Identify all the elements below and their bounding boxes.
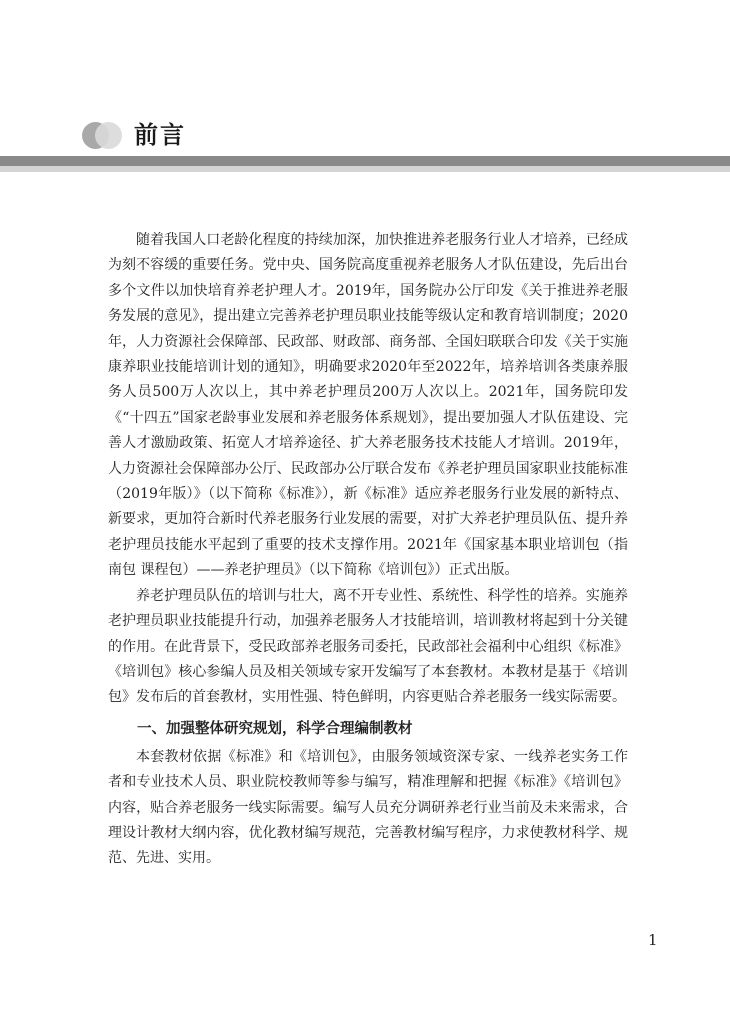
paragraph: 本套教材依据《标准》和《培训包》，由服务领域资深专家、一线养老实务工作者和专业技术人员、职业院校教师等参与编写，精准理解和把握《标准》《培训包》内容，贴合养老服务一线实际需要。编写人员充分调研养老行业当前及未来需求，合理设计教材大纲内容，优化教材编写规范，完善教材编写程序，力求使教材科学、规范、先进、实用。	[108, 748, 628, 867]
header-divider-bar-light	[0, 166, 730, 172]
chapter-header	[0, 118, 730, 178]
body-text	[108, 228, 628, 872]
overlapping-circles-icon	[82, 122, 122, 150]
paragraph: 养老护理员队伍的培训与壮大，离不开专业性、系统性、科学性的培养。实施养老护理员职业技能提升行动，加强养老服务人才技能培训，培训教材将起到十分关键的作用。在此背景下，受民政部养老服务司委托，民政部社会福利中心组织《标准》《培训包》核心参编人员及相关领域专家开发编写了本套教材。本教材是基于《培训包》发布后的首套教材，实用性强、特色鲜明，内容更贴合养老服务一线实际需要。	[108, 587, 628, 706]
paragraph: 随着我国人口老龄化程度的持续加深，加快推进养老服务行业人才培养，已经成为刻不容缓的重要任务。党中央、国务院高度重视养老服务人才队伍建设，先后出台多个文件以加快培育养老护理人才。2019年，国务院办公厅印发《关于推进养老服务发展的意见》，提出建立完善养老护理员职业技能等级认定和教育培训制度；2020年，人力资源社会保障部、民政部、财政部、商务部、全国妇联联合印发《关于实施康养职业技能培训计划的通知》，明确要求2020年至2022年，培养培训各类康养服务人员500万人次以上，其中养老护理员200万人次以上。2021年，国务院印发《“十四五”国家老龄事业发展和养老服务体系规划》，提出要加强人才队伍建设、完善人才激励政策、拓宽人才培养途径、扩大养老服务技术技能人才培训。2019年，人力资源社会保障部办公厅、民政部办公厅联合发布《养老护理员国家职业技能标准（2019年版）》（以下简称《标准》），新《标准》适应养老服务行业发展的新特点、新要求，更加符合新时代养老服务行业发展的需要，对扩大养老护理员队伍、提升养老护理员技能水平起到了重要的技术支撑作用。2021年《国家基本职业培训包（指南包 课程包）——养老护理员》（以下简称《培训包》）正式出版。	[108, 232, 628, 579]
page-number: 1	[648, 931, 658, 949]
circle-light	[95, 122, 122, 149]
header-divider-bar	[0, 156, 730, 166]
section-heading: 一、加强整体研究规划，科学合理编制教材	[137, 720, 413, 737]
page-title: 前言	[134, 121, 186, 149]
